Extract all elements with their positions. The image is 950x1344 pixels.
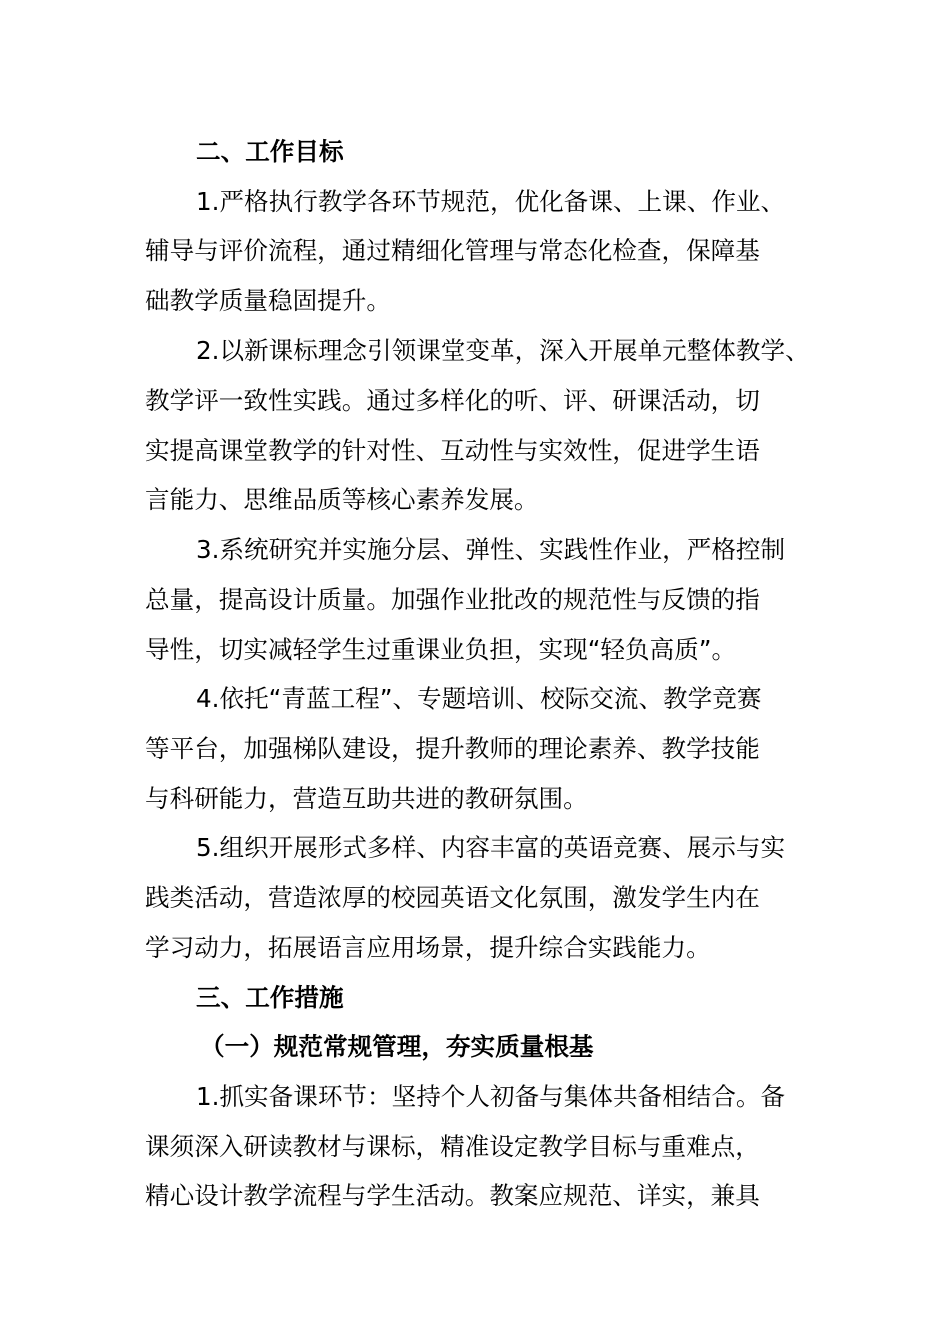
paragraph-line: 与科研能力，营造互助共进的教研氛围。 <box>145 784 588 813</box>
paragraph-line: 实提高课堂教学的针对性、互动性与实效性，促进学生语 <box>145 436 760 465</box>
paragraph-line: 5.组织开展形式多样、内容丰富的英语竞赛、展示与实 <box>196 833 786 862</box>
section-heading-measures: 三、工作措施 <box>196 983 344 1012</box>
paragraph-line: 辅导与评价流程，通过精细化管理与常态化检查，保障基 <box>145 236 760 265</box>
paragraph-line: 教学评一致性实践。通过多样化的听、评、研课活动，切 <box>145 386 760 415</box>
paragraph-line: 2.以新课标理念引领课堂变革，深入开展单元整体教学、 <box>196 336 810 365</box>
paragraph-line: 等平台，加强梯队建设，提升教师的理论素养、教学技能 <box>145 734 760 763</box>
paragraph-line: 总量，提高设计质量。加强作业批改的规范性与反馈的指 <box>145 585 760 614</box>
paragraph-line: 践类活动，营造浓厚的校园英语文化氛围，激发学生内在 <box>145 883 760 912</box>
subsection-heading: （一）规范常规管理，夯实质量根基 <box>200 1032 594 1061</box>
paragraph-line: 础教学质量稳固提升。 <box>145 286 391 315</box>
paragraph-line: 学习动力，拓展语言应用场景，提升综合实践能力。 <box>145 933 711 962</box>
paragraph-line: 1.严格执行教学各环节规范，优化备课、上课、作业、 <box>196 187 786 216</box>
section-heading-goals: 二、工作目标 <box>196 137 344 166</box>
paragraph-line: 1.抓实备课环节：坚持个人初备与集体共备相结合。备 <box>196 1082 786 1111</box>
paragraph-line: 言能力、思维品质等核心素养发展。 <box>145 485 539 514</box>
paragraph-line: 3.系统研究并实施分层、弹性、实践性作业，严格控制 <box>196 535 786 564</box>
paragraph-line: 导性，切实减轻学生过重课业负担，实现“轻负高质”。 <box>145 635 737 664</box>
paragraph-line: 精心设计教学流程与学生活动。教案应规范、详实，兼具 <box>145 1181 760 1210</box>
paragraph-line: 4.依托“青蓝工程”、专题培训、校际交流、教学竞赛 <box>196 684 762 713</box>
paragraph-line: 课须深入研读教材与课标，精准设定教学目标与重难点， <box>145 1132 760 1161</box>
